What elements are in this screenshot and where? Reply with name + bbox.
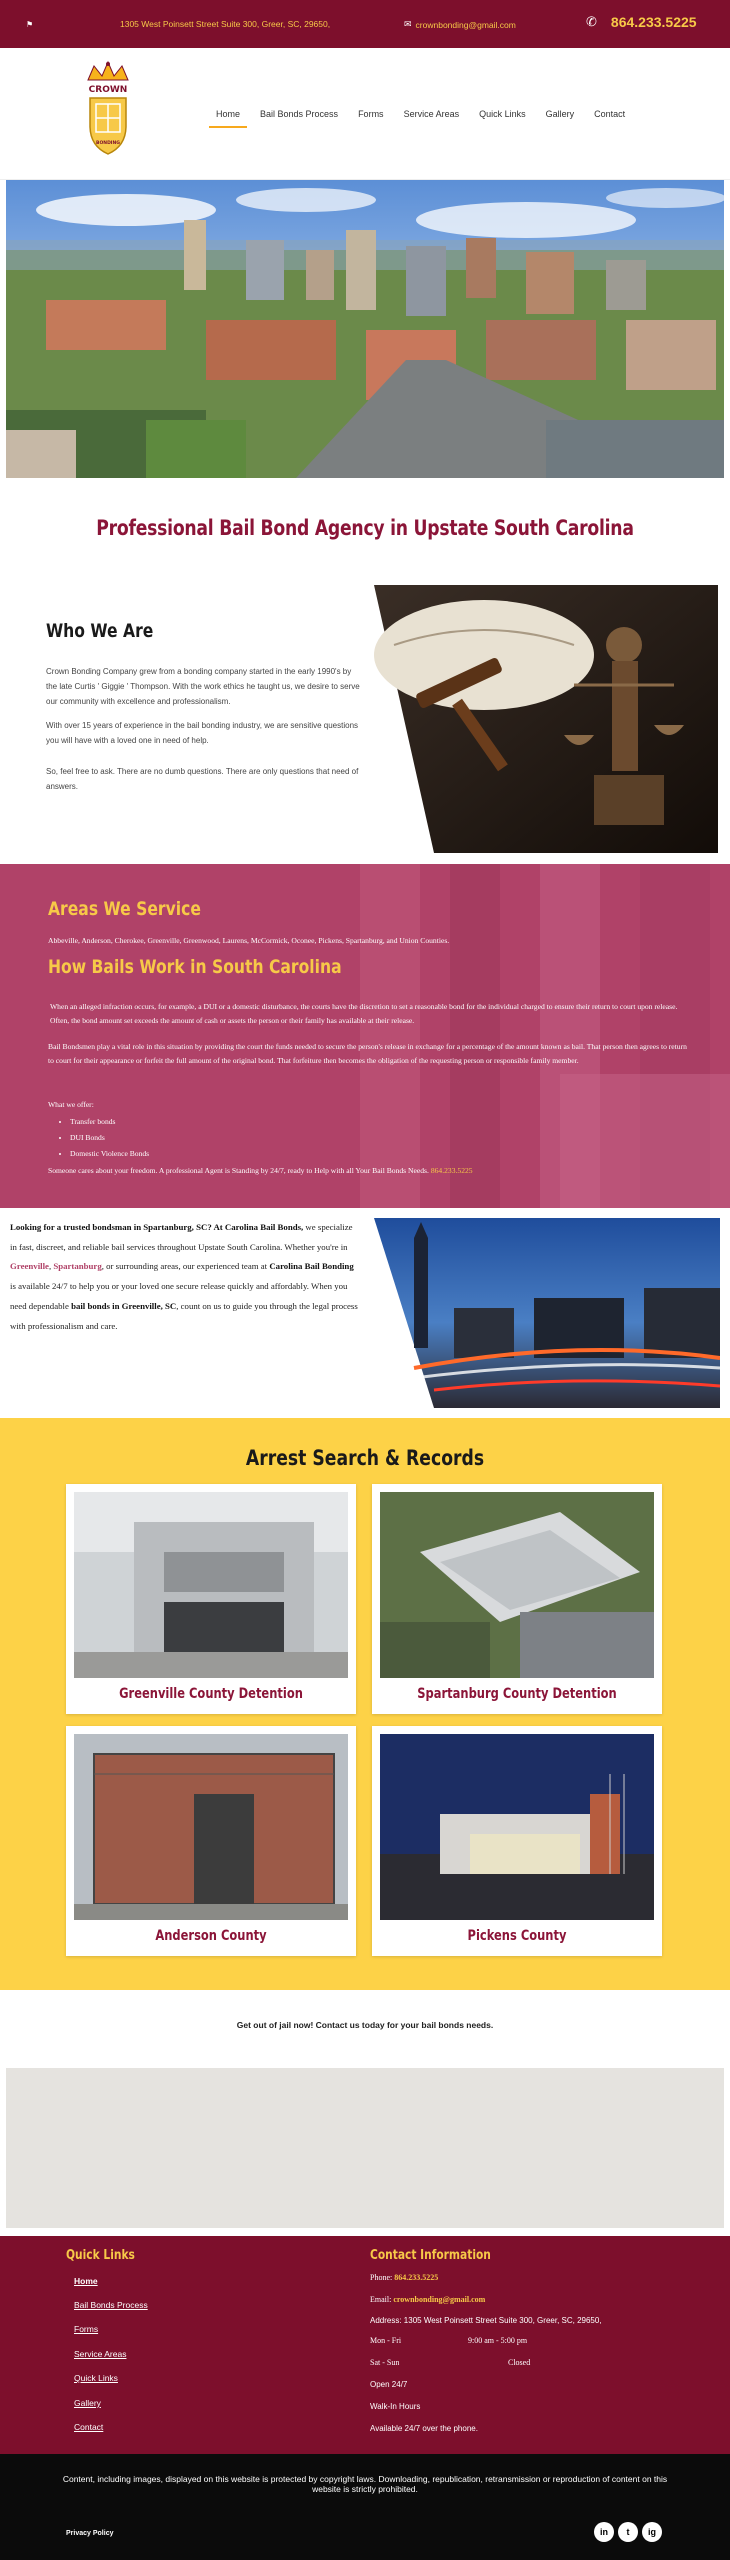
trusted-lead: Looking for a trusted bondsman in Spartanburg, SC? At Carolina Bail Bonds, xyxy=(10,1222,304,1232)
main-nav xyxy=(206,48,635,180)
trusted-text-3: is available 24/7 to help you or your loved one secure release quickly and affordably. When you need dependable xyxy=(10,1281,348,1311)
walk-in-hours: Walk-In Hours xyxy=(370,2402,421,2411)
cta-text: Get out of jail now! Contact us today for your bail bonds needs. xyxy=(236,2020,494,2030)
pickens-county-photo xyxy=(380,1734,654,1920)
email-label: Email: xyxy=(370,2295,392,2304)
arrest-records-section xyxy=(0,1418,730,1990)
record-card-spartanburg[interactable] xyxy=(372,1484,662,1714)
nav-gallery[interactable]: Gallery xyxy=(545,109,575,119)
nav-service-areas[interactable]: Service Areas xyxy=(403,109,460,119)
page-title: Professional Bail Bond Agency in Upstate South Carolina xyxy=(96,516,634,540)
nav-quick-links[interactable]: Quick Links xyxy=(479,109,526,119)
who-paragraph-1: Crown Bonding Company grew from a bonding company started in the early 1990's by the late Curtis ' Giggie ' Thompson. With the work ethics he taught us, we desire to serve our community with excellence and professionalism. xyxy=(46,667,360,706)
night-street-image xyxy=(374,1218,720,1408)
topbar-email-link[interactable]: crownbonding@gmail.com xyxy=(415,19,516,30)
card-label[interactable]: Anderson County xyxy=(155,1928,267,1944)
footer-link-home[interactable]: Home xyxy=(74,2276,98,2286)
footer-email xyxy=(370,2295,485,2304)
who-paragraph-3: So, feel free to ask. There are no dumb questions. There are only questions that need of answers. xyxy=(46,767,359,791)
topbar-phone[interactable] xyxy=(586,14,697,30)
footer-link-gallery[interactable]: Gallery xyxy=(74,2398,101,2408)
footer-link-contact[interactable]: Contact xyxy=(74,2422,104,2432)
greenville-link[interactable]: Greenville xyxy=(10,1261,49,1272)
areas-section xyxy=(0,864,730,1208)
who-paragraph-2: With over 15 years of experience in the bail bonding industry, we are sensitive questions you will have with a loved one in need of help. xyxy=(46,721,359,745)
offer-item: • Domestic Violence Bonds xyxy=(70,1146,149,1162)
spartanburg-link[interactable]: Spartanburg xyxy=(53,1261,102,1272)
footer-phone xyxy=(370,2273,438,2282)
hours-day: Mon - Fri xyxy=(370,2336,402,2345)
hours-weekday xyxy=(370,2336,528,2345)
nav-bail-bonds-process[interactable]: Bail Bonds Process xyxy=(260,109,339,119)
nav-contact[interactable]: Contact xyxy=(594,109,626,119)
card-label[interactable]: Pickens County xyxy=(467,1928,567,1944)
card-label[interactable]: Greenville County Detention xyxy=(119,1686,303,1702)
trusted-text-4: , count on us to guide you through the legal process with professionalism and care. xyxy=(10,1300,358,1331)
svg-text:BONDING: BONDING xyxy=(96,141,120,146)
copyright-bar xyxy=(0,2454,730,2560)
trusted-text-2: , or surrounding areas, our experienced team at xyxy=(101,1261,270,1272)
linkedin-icon[interactable]: in xyxy=(594,2522,614,2542)
phone-label: Phone: xyxy=(370,2273,393,2282)
footer-phone-number[interactable]: 864.233.5225 xyxy=(394,2273,439,2282)
svg-text:CROWN: CROWN xyxy=(88,85,128,95)
top-bar xyxy=(0,0,730,48)
footer-link-service-areas[interactable]: Service Areas xyxy=(74,2349,127,2359)
phone-icon: ✆ xyxy=(586,14,597,29)
how-paragraph-1: When an alleged infraction occurs, for example, a DUI or a domestic disturbance, the courts have the discretion to set a reasonable bond for the individual charged to ensure their return to court upon release. Often, the bond amount set exceeds the amount of cash or assets the person or their family has available at their release. xyxy=(50,1002,678,1025)
footer-link-quick-links[interactable]: Quick Links xyxy=(74,2373,118,2383)
trusted-bold-2: bail bonds in Greenville, SC xyxy=(71,1300,177,1311)
location-icon: ⚑ xyxy=(26,19,34,29)
phone-availability: Available 24/7 over the phone. xyxy=(370,2424,478,2433)
areas-title: Areas We Service xyxy=(48,898,201,920)
map-embed[interactable] xyxy=(6,2068,724,2228)
hours-weekend xyxy=(370,2358,531,2367)
hero-city-image xyxy=(6,180,724,478)
footer-email-link[interactable]: crownbonding@gmail.com xyxy=(393,2295,486,2304)
nav-forms[interactable]: Forms xyxy=(358,109,384,119)
nav-home[interactable]: Home xyxy=(206,109,250,119)
closing-text xyxy=(48,1164,688,1178)
offer-label: What we offer: xyxy=(48,1100,94,1109)
anderson-county-photo xyxy=(74,1734,348,1920)
card-label[interactable]: Spartanburg County Detention xyxy=(417,1686,617,1702)
footer-address: Address: 1305 West Poinsett Street Suite 300, Greer, SC, 29650, xyxy=(370,2316,602,2325)
site-header xyxy=(0,48,730,180)
offer-list xyxy=(70,1114,149,1162)
topbar-address: 1305 West Poinsett Street Suite 300, Greer, SC, 29650, xyxy=(120,19,331,29)
trusted-company: Carolina Bail Bonding xyxy=(269,1261,354,1272)
hours-time: Closed xyxy=(508,2358,531,2367)
contact-info-title: Contact Information xyxy=(370,2248,491,2263)
twitter-icon[interactable]: t xyxy=(618,2522,638,2542)
footer-link-bail-bonds-process[interactable]: Bail Bonds Process xyxy=(74,2300,148,2310)
trusted-text-1: we specialize in fast, discreet, and reliable bail services throughout Upstate South Carolina. Whether you're in xyxy=(10,1222,353,1252)
privacy-policy-link[interactable]: Privacy Policy xyxy=(66,2530,114,2537)
quick-links-title: Quick Links xyxy=(66,2248,135,2263)
how-bails-work-title: How Bails Work in South Carolina xyxy=(48,956,342,978)
how-paragraph-2: Bail Bondsmen play a vital role in this situation by providing the court the funds needed to secure the person's release in exchange for a percentage of the amount known as bail. That person then agrees to return to court for their appearance or forfeit the full amount of the original bond. That forfeiture then becomes the obligation of the requesting person or responsible family member. xyxy=(48,1042,687,1065)
mail-icon: ✉ xyxy=(404,19,412,29)
hours-day: Sat - Sun xyxy=(370,2358,400,2367)
site-footer xyxy=(0,2236,730,2454)
hours-time: 9:00 am - 5:00 pm xyxy=(468,2336,528,2345)
closing-sentence: Someone cares about your freedom. A professional Agent is Standing by 24/7, ready to Help with all Your Bail Bonds Needs. xyxy=(48,1166,429,1175)
footer-link-forms[interactable]: Forms xyxy=(74,2324,99,2334)
closing-phone[interactable]: 864.233.5225 xyxy=(430,1166,473,1175)
instagram-icon[interactable]: ig xyxy=(642,2522,662,2542)
trusted-comma: , xyxy=(48,1261,54,1272)
greenville-detention-photo xyxy=(74,1492,348,1678)
topbar-phone-number[interactable]: 864.233.5225 xyxy=(610,14,697,30)
copyright-text: Content, including images, displayed on this website is protected by copyright laws. Downloading, republication, retransmission or reproduction of content on this website is strictly prohibited. xyxy=(62,2474,668,2494)
open-24-7: Open 24/7 xyxy=(370,2380,408,2389)
who-we-are-title: Who We Are xyxy=(46,620,154,642)
areas-list: Abbeville, Anderson, Cherokee, Greenville, Greenwood, Laurens, McCormick, Oconee, Pickens, Spartanburg, and Union Counties. xyxy=(48,936,450,945)
spartanburg-detention-photo xyxy=(380,1492,654,1678)
record-card-anderson[interactable] xyxy=(66,1726,356,1956)
offer-item: • Transfer bonds xyxy=(70,1114,149,1130)
justice-gavel-image xyxy=(374,585,718,853)
record-card-pickens[interactable] xyxy=(372,1726,662,1956)
arrest-records-title: Arrest Search & Records xyxy=(245,1446,485,1470)
topbar-email[interactable] xyxy=(404,19,516,30)
offer-item: • DUI Bonds xyxy=(70,1130,149,1146)
trusted-bondsman-text xyxy=(10,1218,360,1336)
crown-logo[interactable] xyxy=(80,60,136,160)
record-card-greenville[interactable] xyxy=(66,1484,356,1714)
